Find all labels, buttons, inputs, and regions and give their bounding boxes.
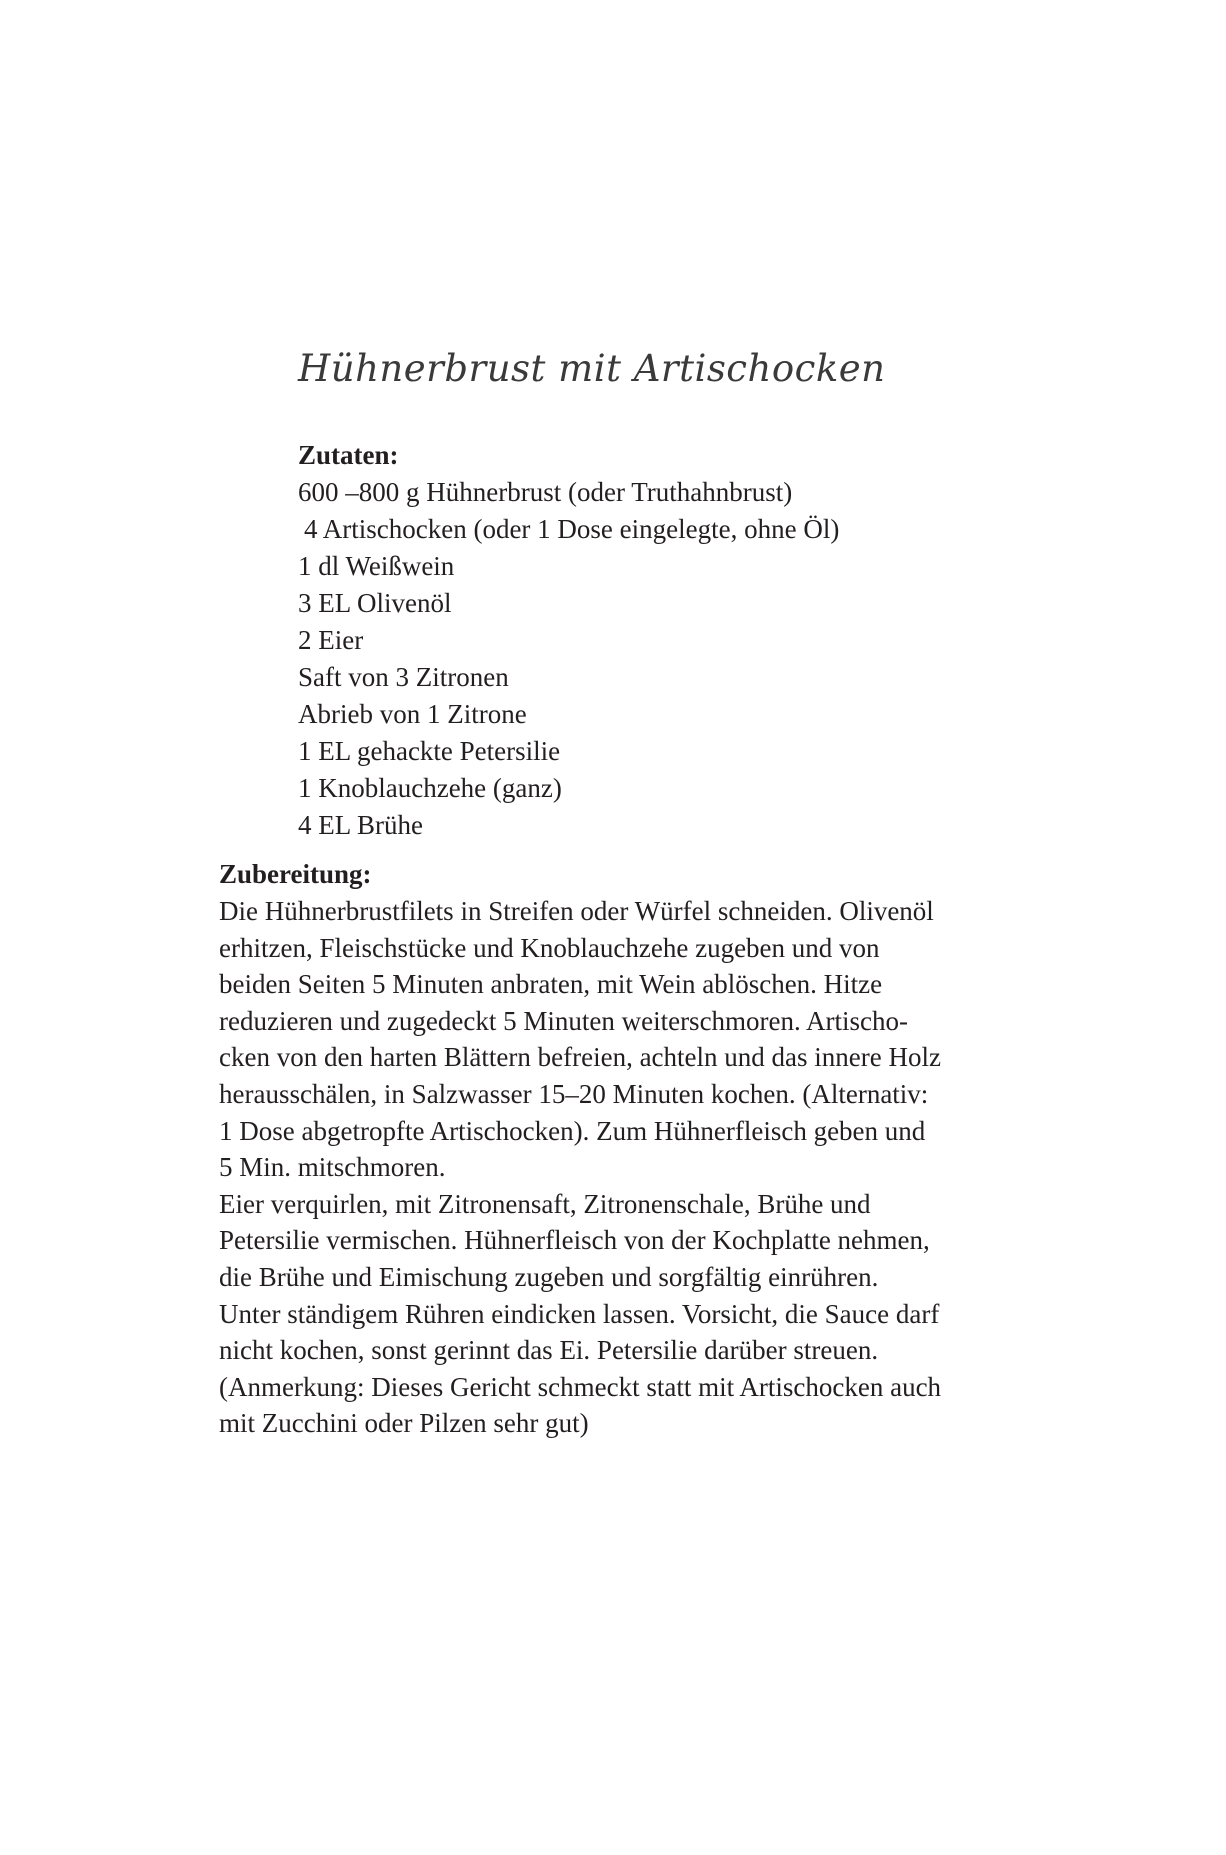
preparation-line: die Brühe und Eimischung zugeben und sorgfältig einrühren. bbox=[219, 1261, 879, 1292]
preparation-line: 5 Min. mitschmoren. bbox=[219, 1152, 446, 1183]
preparation-line: mit Zucchini oder Pilzen sehr gut) bbox=[219, 1408, 589, 1439]
ingredient-item: 4 Artischocken (oder 1 Dose eingelegte, ohne Öl) bbox=[304, 514, 840, 544]
ingredient-item: 3 EL Olivenöl bbox=[298, 588, 452, 618]
ingredient-item: Abrieb von 1 Zitrone bbox=[298, 699, 527, 729]
ingredient-item: Saft von 3 Zitronen bbox=[298, 662, 509, 692]
preparation-line: Die Hühnerbrustfilets in Streifen oder Würfel schneiden. Olivenöl bbox=[219, 896, 934, 926]
ingredients-list bbox=[298, 474, 839, 844]
recipe-title: Hühnerbrust mit Artischocken bbox=[298, 347, 886, 390]
ingredient-item: 600 –800 g Hühnerbrust (oder Truthahnbrust) bbox=[298, 477, 793, 507]
ingredient-item: 2 Eier bbox=[298, 625, 364, 655]
ingredient-item: 1 EL gehackte Petersilie bbox=[298, 736, 561, 766]
preparation-line: cken von den harten Blättern befreien, achteln und das innere Holz bbox=[219, 1042, 941, 1073]
preparation-line: Unter ständigem Rühren eindicken lassen. Vorsicht, die Sauce darf bbox=[219, 1298, 940, 1329]
preparation-line: nicht kochen, sonst gerinnt das Ei. Petersilie darüber streuen. bbox=[219, 1335, 879, 1366]
preparation-line: 1 Dose abgetropfte Artischocken). Zum Hühnerfleisch geben und bbox=[219, 1115, 926, 1146]
preparation-line: Eier verquirlen, mit Zitronensaft, Zitronenschale, Brühe und bbox=[219, 1188, 871, 1219]
ingredient-item: 1 dl Weißwein bbox=[298, 551, 455, 581]
preparation-heading: Zubereitung: bbox=[219, 859, 372, 889]
ingredients-section bbox=[298, 437, 839, 844]
preparation-line: erhitzen, Fleischstücke und Knoblauchzehe zugeben und von bbox=[219, 932, 880, 963]
preparation-line: beiden Seiten 5 Minuten anbraten, mit Wein ablöschen. Hitze bbox=[219, 969, 883, 1000]
preparation-section bbox=[219, 856, 999, 1442]
preparation-line: herausschälen, in Salzwasser 15–20 Minuten kochen. (Alternativ: bbox=[219, 1078, 929, 1109]
ingredients-heading: Zutaten: bbox=[298, 440, 399, 470]
ingredient-item: 1 Knoblauchzehe (ganz) bbox=[298, 773, 562, 803]
preparation-line: Petersilie vermischen. Hühnerfleisch von der Kochplatte nehmen, bbox=[219, 1225, 930, 1256]
preparation-line: (Anmerkung: Dieses Gericht schmeckt statt mit Artischocken auch bbox=[219, 1371, 942, 1402]
preparation-text bbox=[219, 893, 999, 1442]
ingredient-item: 4 EL Brühe bbox=[298, 810, 423, 840]
preparation-line: reduzieren und zugedeckt 5 Minuten weiterschmoren. Artischo- bbox=[219, 1005, 909, 1036]
